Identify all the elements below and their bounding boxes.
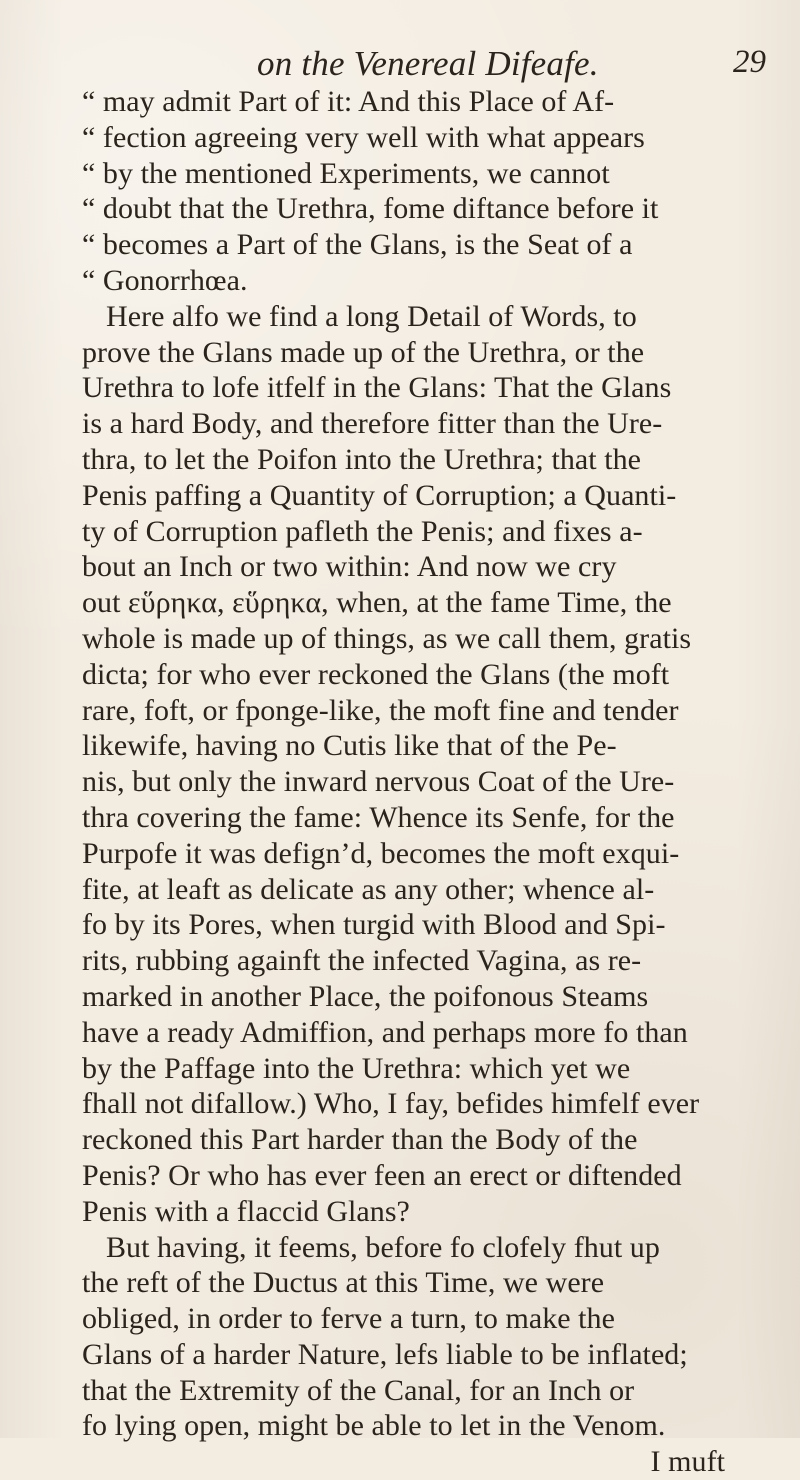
text-line: “ doubt that the Urethra, fome diftance before it (82, 192, 659, 226)
text-line: nis, but only the inward nervous Coat of the Ure- (82, 765, 675, 799)
text-line: dicta; for who ever reckoned the Glans (the moft (82, 657, 670, 691)
body-text (82, 84, 742, 1480)
text-line: obliged, in order to ferve a turn, to make the (82, 1302, 615, 1336)
text-line: Penis paffing a Quantity of Corruption; a Quanti- (82, 478, 677, 512)
text-line: “ fection agreeing very well with what appears (82, 120, 645, 154)
text-line: marked in another Place, the poifonous Steams (82, 979, 649, 1013)
text-line: Glans of a harder Nature, lefs liable to be inflated; (82, 1337, 688, 1371)
text-line: Penis with a flaccid Glans? (82, 1194, 410, 1228)
text-line: “ Gonorrhœa. (82, 263, 248, 297)
text-line: ty of Corruption pafleth the Penis; and fixes a- (82, 514, 643, 548)
text-line: But having, it feems, before fo clofely fhut up (106, 1230, 660, 1264)
text-line: “ may admit Part of it: And this Place of Af- (82, 85, 615, 118)
text-line: Urethra to lofe itfelf in the Glans: That the Glans (82, 371, 672, 405)
running-title: on the Venereal Difeafe. (257, 44, 599, 83)
text-line: “ becomes a Part of the Glans, is the Seat of a (82, 228, 633, 262)
text-line: Here alfo we find a long Detail of Words, to (106, 299, 637, 333)
text-line: fo by its Pores, when turgid with Blood and Spi- (82, 908, 666, 942)
text-line: “ by the mentioned Experiments, we cannot (82, 156, 610, 190)
text-line: out εὕρηκα, εὕρηκα, when, at the fame Time, the (82, 586, 672, 620)
text-line: whole is made up of things, as we call them, gratis (82, 621, 692, 655)
text-line: reckoned this Part harder than the Body of the (82, 1123, 638, 1157)
text-line: Penis? Or who has ever feen an erect or diftended (82, 1158, 682, 1192)
catchword: I muft (650, 1445, 725, 1479)
text-line: that the Extremity of the Canal, for an Inch or (82, 1373, 635, 1407)
text-line: fo lying open, might be able to let in the Venom. (82, 1409, 666, 1443)
page-number: 29 (733, 44, 766, 80)
text-line: prove the Glans made up of the Urethra, or the (82, 335, 645, 369)
text-line: thra covering the fame: Whence its Senfe, for the (82, 800, 675, 834)
text-line: rare, foft, or fponge-like, the moft fine and tender (82, 693, 679, 727)
text-line: fhall not difallow.) Who, I fay, befides himfelf ever (82, 1087, 700, 1121)
text-line: rits, rubbing againft the infected Vagina, as re- (82, 944, 642, 978)
text-line: have a ready Admiffion, and perhaps more fo than (82, 1015, 688, 1049)
text-line: fite, at leaft as delicate as any other; whence al- (82, 872, 655, 906)
text-line: bout an Inch or two within: And now we cry (82, 550, 617, 584)
text-line: by the Paffage into the Urethra: which yet we (82, 1051, 631, 1085)
text-line: thra, to let the Poifon into the Urethra; that the (82, 442, 642, 476)
text-line: the reft of the Ductus at this Time, we were (82, 1266, 605, 1300)
text-line: Purpofe it was defign’d, becomes the moft exqui- (82, 836, 680, 870)
text-line: likewife, having no Cutis like that of the Pe- (82, 729, 617, 763)
text-line: is a hard Body, and therefore fitter than the Ure- (82, 407, 663, 441)
